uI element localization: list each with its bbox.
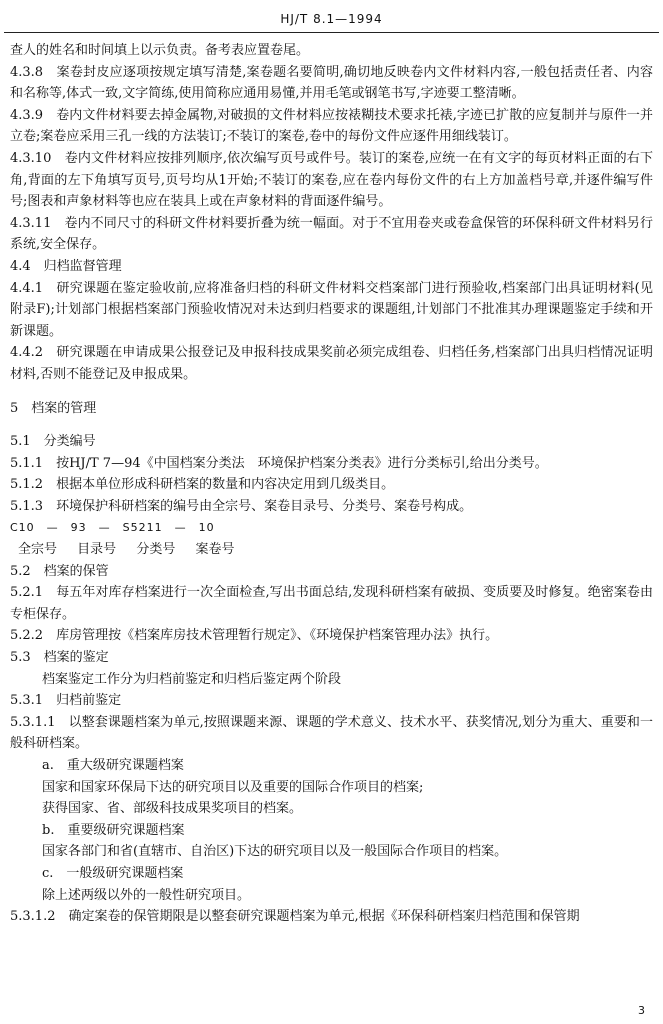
list-item-text: 除上述两级以外的一般性研究项目。 <box>42 887 251 903</box>
list-item-b: b. 重要级研究课题档案 <box>42 822 185 838</box>
code-label: 目录号 <box>77 542 117 558</box>
clause-5-3-1: 5.3.1 归档前鉴定 <box>10 693 122 709</box>
clause-5-3-1-1: 5.3.1.1 以整套课题档案为单元,按照课题来源、课题的学术意义、技术水平、获奖情况,划分为重大、重要和一般科研档案。 <box>10 714 653 752</box>
section-5-3-heading: 5.3 档案的鉴定 <box>10 650 109 666</box>
archive-code-example: C10 — 93 — S5211 — 10 <box>10 521 215 535</box>
page-header: HJ/T 8.1—1994 <box>280 12 383 26</box>
clause-5-2-1: 5.2.1 每五年对库存档案进行一次全面检查,写出书面总结,发现科研档案有破损、变质要及时修复。绝密案卷由专柜保存。 <box>10 585 653 622</box>
clause-4-4-2: 4.4.2 研究课题在申请成果公报登记及申报科技成果奖前必须完成组卷、归档任务,档案部门出具归档情况证明材料,否则不能登记及申报成果。 <box>10 345 653 382</box>
clause-5-2-2: 5.2.2 库房管理按《档案库房技术管理暂行规定》、《环境保护档案管理办法》执行。 <box>10 628 499 644</box>
clause-5-1-2: 5.1.2 根据本单位形成科研档案的数量和内容决定用到几级类目。 <box>10 477 395 493</box>
clause-4-3-8: 4.3.8 案卷封皮应逐项按规定填写清楚,案卷题名要简明,确切地反映卷内文件材料内容,一般包括责任者、内容和名称等,体式一致,文字简练,使用简称应通用易懂,并用毛笔或钢笔书写,字迹要工整清晰。 <box>10 64 653 102</box>
chapter-5-heading: 5 档案的管理 <box>10 400 97 416</box>
clause-4-4-1: 4.4.1 研究课题在鉴定验收前,应将准备归档的科研文件材料交档案部门进行预验收,档案部门出具证明材料(见附录F);计划部门根据档案部门预验收情况对未达到归档要求的课题组,计划部门不批准其办理课题鉴定手续和开新课题。 <box>10 280 653 339</box>
list-item-c: c. 一般级研究课题档案 <box>42 865 184 881</box>
clause-5-1-3: 5.1.3 环境保护科研档案的编号由全宗号、案卷目录号、分类号、案卷号构成。 <box>10 498 473 514</box>
code-label: 案卷号 <box>195 542 235 558</box>
list-item-a: a. 重大级研究课题档案 <box>42 758 184 773</box>
code-label: 全宗号 <box>18 542 58 558</box>
clause-4-3-10: 4.3.10 卷内文件材料应按排列顺序,依次编写页号或件号。装订的案卷,应统一在有文字的每页材料正面的右下角,背面的左下角填写页号,页号均从1开始;不装订的案卷,应在卷内每份文件的右上方加盖档号章,并逐件编写件号;图表和声象材料等也应在装具上或在声象材料的背面逐件编号。 <box>10 150 653 210</box>
archive-code-labels <box>10 539 653 561</box>
clause-5-3-1-2: 5.3.1.2 确定案卷的保管期限是以整套研究课题档案为单元,根据《环保科研档案归档范围和保管期 <box>10 909 580 925</box>
code-label: 分类号 <box>136 542 176 558</box>
clause-4-3-11: 4.3.11 卷内不同尺寸的科研文件材料要折叠为统一幅面。对于不宜用卷夹或卷盒保管的环保科研文件材料另行系统,安全保存。 <box>10 215 653 253</box>
paragraph: 查人的姓名和时间填上以示负责。备考表应置卷尾。 <box>10 43 310 58</box>
page-number: 3 <box>638 1004 645 1017</box>
section-5-2-heading: 5.2 档案的保管 <box>10 563 109 579</box>
list-item-text: 获得国家、省、部级科技成果奖项目的档案。 <box>42 801 303 817</box>
paragraph: 档案鉴定工作分为归档前鉴定和归档后鉴定两个阶段 <box>42 671 342 687</box>
clause-5-1-1: 5.1.1 按HJ/T 7—94《中国档案分类法 环境保护档案分类表》进行分类标引,给出分类号。 <box>10 455 548 471</box>
header-rule <box>4 32 659 33</box>
section-4-4-heading: 4.4 归档监督管理 <box>10 258 122 274</box>
clause-4-3-9: 4.3.9 卷内文件材料要去掉金属物,对破损的文件材料应按裱糊技术要求托裱,字迹已扩散的应复制并与原件一并立卷;案卷应采用三孔一线的方法装订;不装订的案卷,卷中的每份文件应逐件用细线装订。 <box>10 107 653 145</box>
list-item-text: 国家和国家环保局下达的研究项目以及重要的国际合作项目的档案; <box>42 779 424 795</box>
section-5-1-heading: 5.1 分类编号 <box>10 434 96 450</box>
list-item-text: 国家各部门和省(直辖市、自治区)下达的研究项目以及一般国际合作项目的档案。 <box>42 844 508 860</box>
body-text <box>10 40 653 928</box>
